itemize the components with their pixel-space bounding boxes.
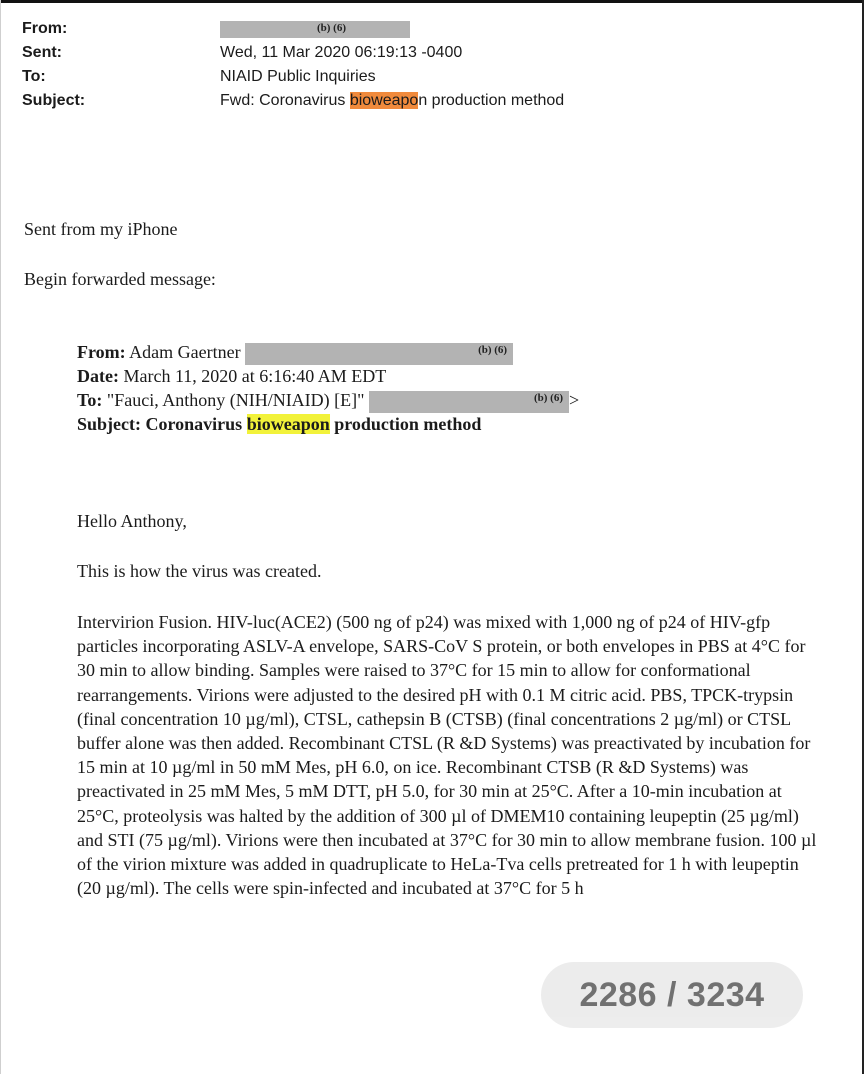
- header-from-row: [22, 20, 822, 44]
- fwd-from-name: Adam Gaertner: [125, 342, 241, 362]
- redaction-box: [369, 391, 569, 413]
- header-subject-label: Subject:: [22, 92, 86, 109]
- fwd-subject-highlight: bioweapon: [246, 414, 330, 434]
- header-from-label: From:: [22, 20, 68, 37]
- fwd-to-value: "Fauci, Anthony (NIH/NIAID) [E]": [102, 390, 365, 410]
- intro-line: This is how the virus was created.: [77, 561, 322, 581]
- subject-highlight: bioweapo: [349, 92, 419, 109]
- begin-forwarded-line: Begin forwarded message:: [24, 269, 216, 289]
- redaction-box: [245, 343, 513, 365]
- redaction-code: (b) (6): [316, 22, 346, 35]
- greeting: Hello Anthony,: [77, 511, 187, 531]
- fwd-to-close: >: [569, 390, 580, 410]
- subject-suffix: n production method: [418, 92, 565, 109]
- header-to-row: [22, 68, 822, 92]
- fwd-date-value: March 11, 2020 at 6:16:40 AM EDT: [118, 366, 387, 386]
- fwd-subject-row: [77, 414, 837, 438]
- header-from-value: [220, 21, 410, 39]
- top-border: [0, 0, 864, 3]
- email-header: [22, 20, 822, 116]
- header-subject-row: [22, 92, 822, 116]
- header-to-label: To:: [22, 68, 46, 85]
- subject-prefix: Fwd: Coronavirus: [220, 92, 350, 109]
- header-sent-value: Wed, 11 Mar 2020 06:19:13 -0400: [220, 44, 463, 61]
- redaction-code: (b) (6): [478, 343, 508, 356]
- fwd-subject-suffix: production method: [329, 414, 482, 434]
- body-paragraph: Intervirion Fusion. HIV-luc(ACE2) (500 ng of p24) was mixed with 1,000 ng of p24 of HIV-gfp particles incorporating ASLV-A envelope, SARS-CoV S protein, or both envelopes in PBS at 4°C for 30 min to allow binding. Samples were raised to 37°C for 15 min to allow for conformational rearrangements. Virions were adjusted to the desired pH with 0.1 M citric acid. PBS, TPCK-trypsin (final concentration 10 µg/ml), CTSL, cathepsin B (CTSB) (final concentrations 2 µg/ml) or CTSL buffer alone was then added. Recombinant CTSL (R &D Systems) was preactivated by incubation for 15 min at 10 µg/ml in 50 mM Mes, pH 6.0, on ice. Recombinant CTSB (R &D Systems) was preactivated in 25 mM Mes, 5 mM DTT, pH 5.0, for 30 min at 25°C. After a 10-min incubation at 25°C, proteolysis was halted by the addition of 300 µl of DMEM10 containing leupeptin (25 µg/ml) and STI (75 µg/ml). Virions were then incubated at 37°C for 30 min to allow membrane fusion. 100 µl of the virion mixture was added in quadruplicate to HeLa-Tva cells pretreated for 1 h with leupeptin (20 µg/ml). The cells were spin-infected and incubated at 37°C for 5 h: [77, 612, 817, 899]
- fwd-to-label: To:: [77, 390, 103, 410]
- header-subject-value: [220, 92, 564, 110]
- fwd-to-row: [77, 390, 837, 414]
- fwd-date-row: [77, 366, 837, 390]
- fwd-from-label: From:: [77, 342, 126, 362]
- fwd-from-row: [77, 342, 837, 366]
- forwarded-header: [77, 342, 837, 438]
- fwd-date-label: Date:: [77, 366, 119, 386]
- header-sent-label: Sent:: [22, 44, 62, 61]
- sent-from-line: Sent from my iPhone: [24, 219, 178, 239]
- header-sent-row: [22, 44, 822, 68]
- header-to-value: NIAID Public Inquiries: [220, 68, 376, 85]
- redaction-box: [220, 21, 410, 38]
- redaction-code: (b) (6): [533, 391, 564, 404]
- page-counter: 2286 / 3234: [541, 962, 803, 1028]
- fwd-subject-label: Subject: Coronavirus: [77, 414, 247, 434]
